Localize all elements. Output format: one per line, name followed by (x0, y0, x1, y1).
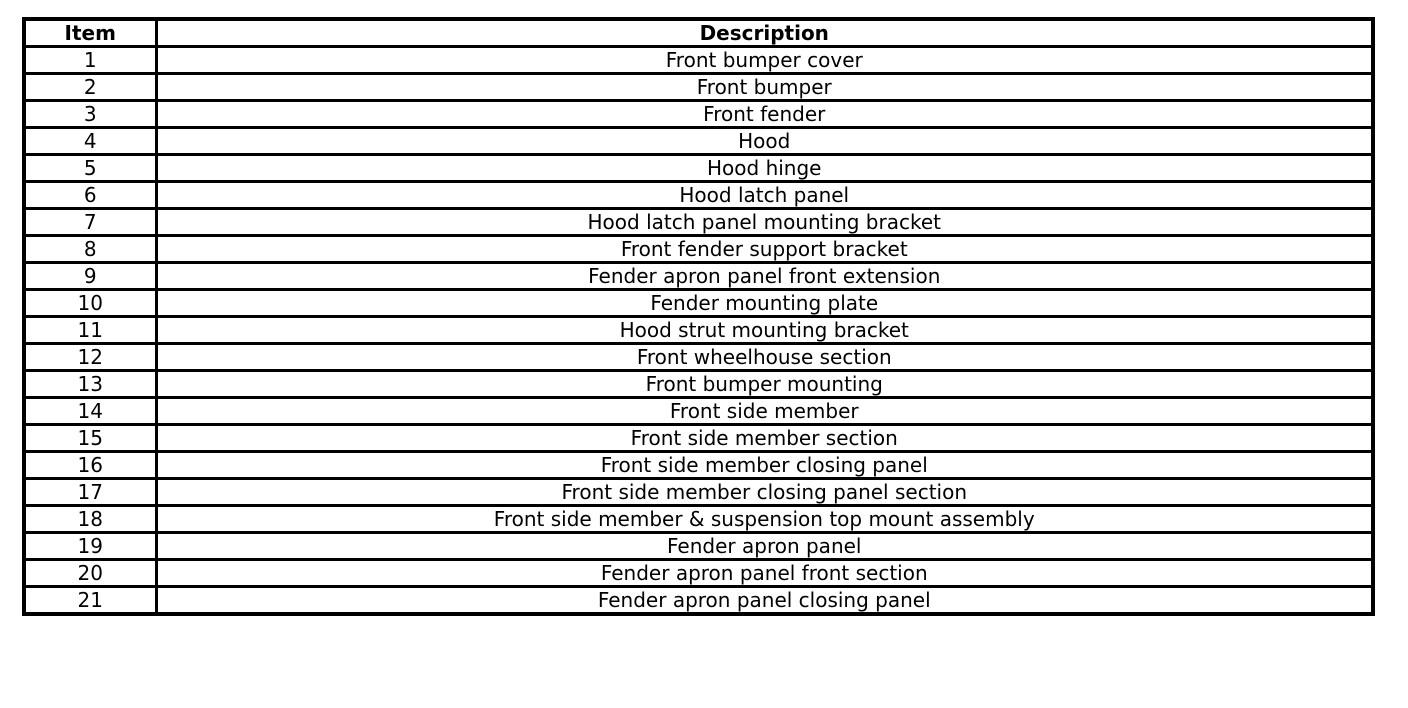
table-row (24, 155, 1373, 182)
item-number-cell: 6 (24, 182, 156, 209)
item-number-cell: 7 (24, 209, 156, 236)
item-number-cell: 20 (24, 560, 156, 587)
table-row (24, 317, 1373, 344)
table-body (24, 47, 1373, 615)
table-row (24, 587, 1373, 615)
item-number-cell: 9 (24, 263, 156, 290)
table-row (24, 47, 1373, 74)
item-number-cell: 4 (24, 128, 156, 155)
description-cell: Front side member closing panel section (156, 479, 1373, 506)
description-cell: Front bumper (156, 74, 1373, 101)
table-row (24, 236, 1373, 263)
table-row (24, 209, 1373, 236)
item-number-cell: 21 (24, 587, 156, 615)
description-cell: Fender apron panel (156, 533, 1373, 560)
table-row (24, 74, 1373, 101)
item-number-cell: 18 (24, 506, 156, 533)
table-row (24, 182, 1373, 209)
item-number-cell: 16 (24, 452, 156, 479)
table-row (24, 263, 1373, 290)
item-number-cell: 5 (24, 155, 156, 182)
description-cell: Front fender (156, 101, 1373, 128)
table-row (24, 479, 1373, 506)
parts-table (22, 17, 1375, 616)
description-cell: Hood strut mounting bracket (156, 317, 1373, 344)
table-row (24, 371, 1373, 398)
table-row (24, 452, 1373, 479)
description-cell: Front bumper cover (156, 47, 1373, 74)
item-number-cell: 3 (24, 101, 156, 128)
description-cell: Front bumper mounting (156, 371, 1373, 398)
item-number-cell: 11 (24, 317, 156, 344)
item-number-cell: 13 (24, 371, 156, 398)
item-number-cell: 14 (24, 398, 156, 425)
description-cell: Fender apron panel front extension (156, 263, 1373, 290)
description-cell: Front side member closing panel (156, 452, 1373, 479)
column-header-description: Description (156, 19, 1373, 47)
item-number-cell: 15 (24, 425, 156, 452)
table-row (24, 533, 1373, 560)
table-row (24, 344, 1373, 371)
item-number-cell: 8 (24, 236, 156, 263)
table-row (24, 425, 1373, 452)
description-cell: Front side member section (156, 425, 1373, 452)
description-cell: Fender apron panel closing panel (156, 587, 1373, 615)
table-header-row (24, 19, 1373, 47)
description-cell: Hood latch panel mounting bracket (156, 209, 1373, 236)
table-row (24, 101, 1373, 128)
table-row (24, 128, 1373, 155)
table-row (24, 560, 1373, 587)
item-number-cell: 2 (24, 74, 156, 101)
description-cell: Front side member & suspension top mount assembly (156, 506, 1373, 533)
description-cell: Front side member (156, 398, 1373, 425)
table-row (24, 290, 1373, 317)
description-cell: Front wheelhouse section (156, 344, 1373, 371)
item-number-cell: 19 (24, 533, 156, 560)
item-number-cell: 17 (24, 479, 156, 506)
item-number-cell: 1 (24, 47, 156, 74)
description-cell: Fender apron panel front section (156, 560, 1373, 587)
description-cell: Fender mounting plate (156, 290, 1373, 317)
table-row (24, 398, 1373, 425)
description-cell: Hood latch panel (156, 182, 1373, 209)
item-number-cell: 12 (24, 344, 156, 371)
description-cell: Front fender support bracket (156, 236, 1373, 263)
table-row (24, 506, 1373, 533)
column-header-item: Item (24, 19, 156, 47)
description-cell: Hood (156, 128, 1373, 155)
item-number-cell: 10 (24, 290, 156, 317)
description-cell: Hood hinge (156, 155, 1373, 182)
